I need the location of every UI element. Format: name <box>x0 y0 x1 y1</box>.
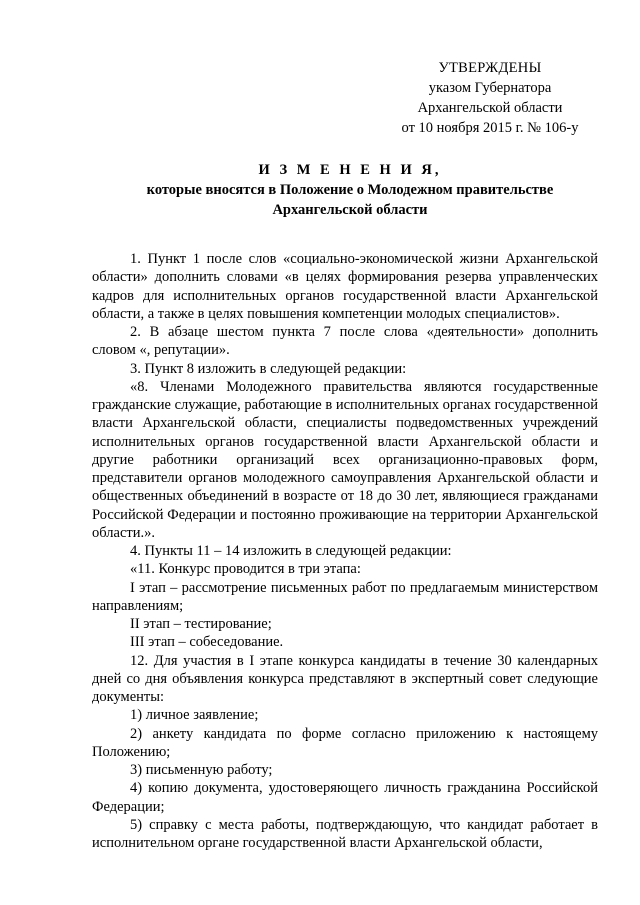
clause-12: 12. Для участия в I этапе конкурса кандидаты в течение 30 календарных дней со дня объявления конкурса представляют в экспертный совет следующие документы: <box>92 652 598 705</box>
document-item-4: 4) копию документа, удостоверяющего личность гражданина Российской Федерации; <box>92 780 598 815</box>
approval-authority: указом Губернатора <box>428 80 552 96</box>
stage-3: III этап – собеседование. <box>130 634 284 651</box>
document-item-5: 5) справку с места работы, подтверждающую, что кандидат работает в исполнительном органе государственной власти Архангельской области, <box>92 816 598 851</box>
document-item-3: 3) письменную работу; <box>130 762 273 778</box>
document-title <box>80 160 620 220</box>
approval-stamp <box>360 58 620 138</box>
document-item-1: 1) личное заявление; <box>130 707 259 724</box>
title-main: И З М Е Н Е Н И Я, <box>258 162 442 178</box>
approval-region: Архангельской области <box>417 100 563 116</box>
document-item-2: 2) анкету кандидата по форме согласно приложению к настоящему Положению; <box>92 725 598 760</box>
title-subtitle-line1: которые вносятся в Положение о Молодежном правительстве <box>146 182 554 198</box>
title-subtitle-line2: Архангельской области <box>272 202 428 218</box>
paragraph-3-new-text: «8. Членами Молодежного правительства являются государственные гражданские служащие, работающие в исполнительных органах государственной власти Архангельской области, специалисты подведомственных учреждений исполнительных органов государственной власти Архангельской области и другие работники организаций всех организационно-правовых форм, представители органов молодежного самоуправления Архангельской области и общественных объединений в возрасте от 18 до 30 лет, являющиеся гражданами Российской Федерации и постоянно проживающие на территории Архангельской области.». <box>92 378 598 541</box>
paragraph-1: 1. Пункт 1 после слов «социально-экономической жизни Архангельской области» дополнить словами «в целях формирования резерва управленческих кадров для исполнительных органов государственной власти Архангельской области, а также в целях повышения компетенции молодых специалистов». <box>92 251 598 322</box>
paragraph-4: 4. Пункты 11 – 14 изложить в следующей редакции: <box>130 543 452 559</box>
document-body <box>92 250 598 852</box>
paragraph-3: 3. Пункт 8 изложить в следующей редакции: <box>130 360 407 377</box>
stage-1: I этап – рассмотрение письменных работ по предлагаемым министерством направлениям; <box>92 579 598 614</box>
stage-2: II этап – тестирование; <box>130 616 272 632</box>
approval-date: от 10 ноября 2015 г. № 106-у <box>401 120 579 136</box>
approval-title: УТВЕРЖДЕНЫ <box>438 60 542 76</box>
clause-11: «11. Конкурс проводится в три этапа: <box>130 561 361 578</box>
paragraph-2: 2. В абзаце шестом пункта 7 после слова «деятельности» дополнить словом «, репутации». <box>92 324 598 359</box>
